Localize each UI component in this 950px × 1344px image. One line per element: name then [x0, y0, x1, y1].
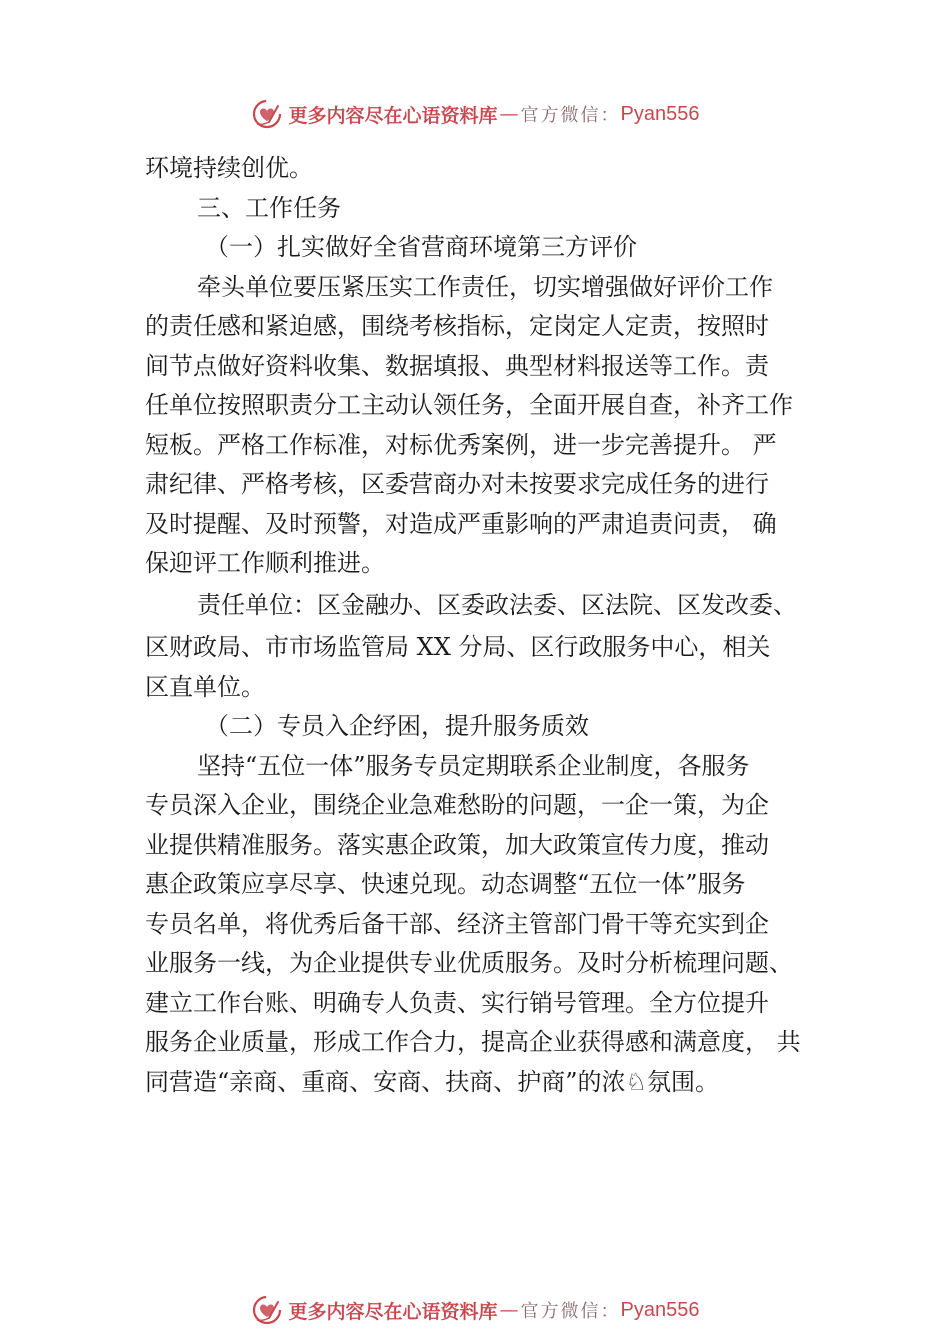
document-body — [145, 149, 825, 1102]
paragraph-line: 坚持“五位一体”服务专员定期联系企业制度，各服务 — [197, 751, 750, 780]
paragraph-line: 短板。严格工作标准，对标优秀案例，进一步完善提升。 严 — [145, 430, 777, 459]
paragraph-line: 同营造“亲商、重商、安商、扶商、护商”的浓♘氛围。 — [145, 1067, 720, 1096]
watermark-label: 官方微信： — [520, 105, 621, 126]
text-line: 环境持续创优。 — [145, 154, 313, 182]
paragraph-line: 专员名单，将优秀后备干部、经济主管部门骨干等充实到企 — [145, 909, 769, 938]
paragraph-line: 区财政局、市市场监管局 XX 分局、区行政服务中心，相关 — [145, 632, 771, 661]
paragraph-line: 惠企政策应享尽享、快速兑现。动态调整“五位一体”服务 — [145, 870, 746, 898]
section-heading: 三、工作任务 — [197, 193, 341, 222]
subsection-heading: （二）专员入企纾困，提升服务质效 — [205, 712, 589, 740]
watermark-separator: — — [499, 1299, 519, 1321]
watermark-separator: — — [499, 103, 519, 125]
paragraph-line: 牵头单位要压紧压实工作责任，切实增强做好评价工作 — [197, 272, 773, 301]
watermark-label: 官方微信： — [520, 1301, 621, 1322]
paragraph-line: 服务企业质量，形成工作合力，提高企业获得感和满意度， 共 — [145, 1028, 801, 1056]
paragraph-line: 任单位按照职责分工主动认领任务，全面开展自查，补齐工作 — [145, 391, 793, 419]
paragraph-line: 间节点做好资料收集、数据填报、典型材料报送等工作。责 — [145, 351, 769, 380]
watermark-brand: 更多内容尽在心语资料库 — [288, 104, 498, 127]
paragraph-line: 保迎评工作顺利推进。 — [145, 549, 385, 577]
paragraph-line: 及时提醒、及时预警，对造成严重影响的严肃追责问责， 确 — [145, 509, 777, 538]
paragraph-line: 的责任感和紧迫感，围绕考核指标，定岗定人定责，按照时 — [145, 312, 769, 340]
paragraph-line: 区直单位。 — [145, 672, 265, 701]
paragraph-line: 业提供精准服务。落实惠企政策，加大政策宣传力度，推动 — [145, 830, 769, 859]
paragraph-line: 建立工作台账、明确专人负责、实行销号管理。全方位提升 — [145, 988, 769, 1017]
watermark-brand: 更多内容尽在心语资料库 — [288, 1300, 498, 1323]
watermark-banner-top — [0, 94, 950, 134]
watermark-wechat-id: Pyan556 — [620, 1298, 700, 1321]
paragraph-line: 肃纪律、严格考核，区委营商办对未按要求完成任务的进行 — [145, 470, 769, 498]
heart-pen-logo-icon — [251, 1294, 283, 1326]
watermark-wechat-id: Pyan556 — [620, 102, 700, 125]
heart-pen-logo-icon — [251, 98, 283, 130]
subsection-heading: （一）扎实做好全省营商环境第三方评价 — [205, 233, 637, 261]
paragraph-line: 责任单位：区金融办、区委政法委、区法院、区发改委、 — [197, 590, 797, 619]
paragraph-line: 业服务一线，为企业提供专业优质服务。及时分析梳理问题、 — [145, 949, 793, 977]
paragraph-line: 专员深入企业，围绕企业急难愁盼的问题，一企一策，为企 — [145, 791, 769, 819]
watermark-banner-bottom — [0, 1290, 950, 1330]
